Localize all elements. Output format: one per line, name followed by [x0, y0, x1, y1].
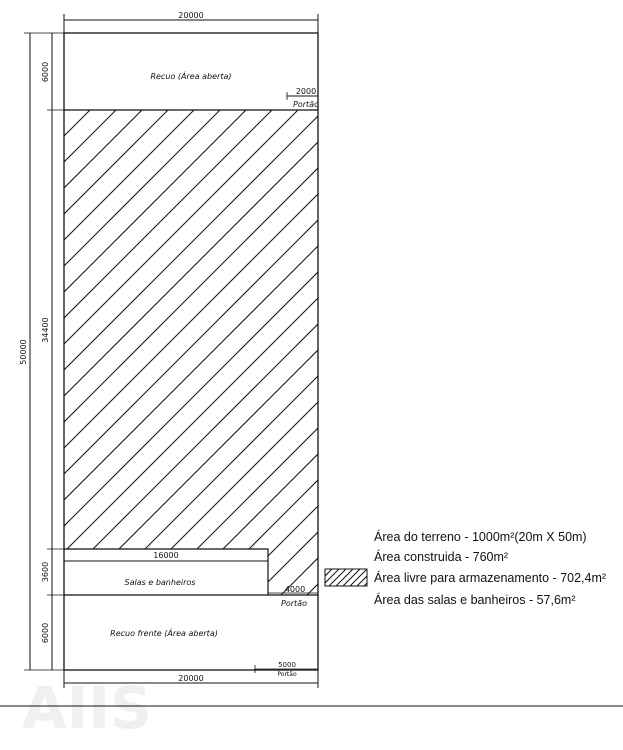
front-gate-label: Portão	[277, 671, 297, 678]
watermark-logo: AIIS	[22, 674, 152, 742]
top-gate-label: Portão	[293, 100, 319, 109]
legend	[308, 529, 606, 607]
top-width-label: 20000	[178, 11, 204, 20]
hatch-line	[21, 110, 509, 595]
total-height-label: 50000	[19, 339, 28, 365]
storage-area-hatch	[0, 110, 623, 595]
hatch-line	[0, 110, 116, 595]
storage-height-label: 34400	[41, 317, 50, 343]
side-gate-width-label: 4000	[284, 585, 306, 594]
recuo-top-height-label: 6000	[41, 61, 50, 83]
legend-terrain-area: Área do terreno - 1000m²(20m X 50m)	[374, 530, 587, 544]
hatch-line	[0, 110, 298, 595]
hatch-line	[0, 110, 480, 595]
recuo-front-height-label: 6000	[41, 622, 50, 644]
side-gate-label: Portão	[281, 599, 307, 608]
hatch-line	[0, 110, 194, 595]
front-gate-width-label: 5000	[278, 661, 296, 669]
rooms-width-label: 16000	[153, 551, 179, 560]
top-gate-width-label: 2000	[295, 87, 317, 96]
legend-rooms-area: Área das salas e banheiros - 57,6m²	[374, 593, 576, 607]
hatch-line	[0, 110, 220, 595]
hatch-line	[255, 110, 623, 595]
hatch-line	[203, 110, 623, 595]
hatch-line	[307, 110, 623, 595]
legend-hatch-line	[343, 569, 360, 586]
hatch-line	[0, 110, 64, 595]
legend-hatch-line	[308, 569, 325, 586]
hatch-line	[0, 110, 246, 595]
bottom-width-label: 20000	[178, 674, 204, 683]
hatch-line	[73, 110, 558, 595]
legend-storage-area: Área livre para armazenamento - 702,4m²	[374, 571, 607, 585]
hatch-line	[177, 110, 623, 595]
hatch-line	[229, 110, 623, 595]
legend-hatch-line	[350, 569, 367, 586]
legend-hatch-line	[329, 569, 346, 586]
hatch-line	[0, 110, 272, 595]
hatch-line	[0, 110, 402, 595]
hatch-line	[125, 110, 610, 595]
legend-hatch-line	[336, 569, 353, 586]
hatch-line	[333, 110, 623, 595]
recuo-top-label: Recuo (Área aberta)	[150, 72, 232, 81]
hatch-line	[0, 110, 90, 595]
legend-hatch-line	[357, 569, 374, 586]
hatch-line	[151, 110, 623, 595]
hatch-line	[281, 110, 623, 595]
recuo-front-label: Recuo frente (Área aberta)	[110, 629, 218, 638]
hatch-line	[47, 110, 532, 595]
rooms-label: Salas e banheiros	[124, 578, 196, 587]
rooms-height-label: 3600	[41, 561, 50, 583]
hatch-line	[0, 110, 376, 595]
hatch-line	[99, 110, 584, 595]
legend-built-area: Área construida - 760m²	[374, 550, 509, 564]
